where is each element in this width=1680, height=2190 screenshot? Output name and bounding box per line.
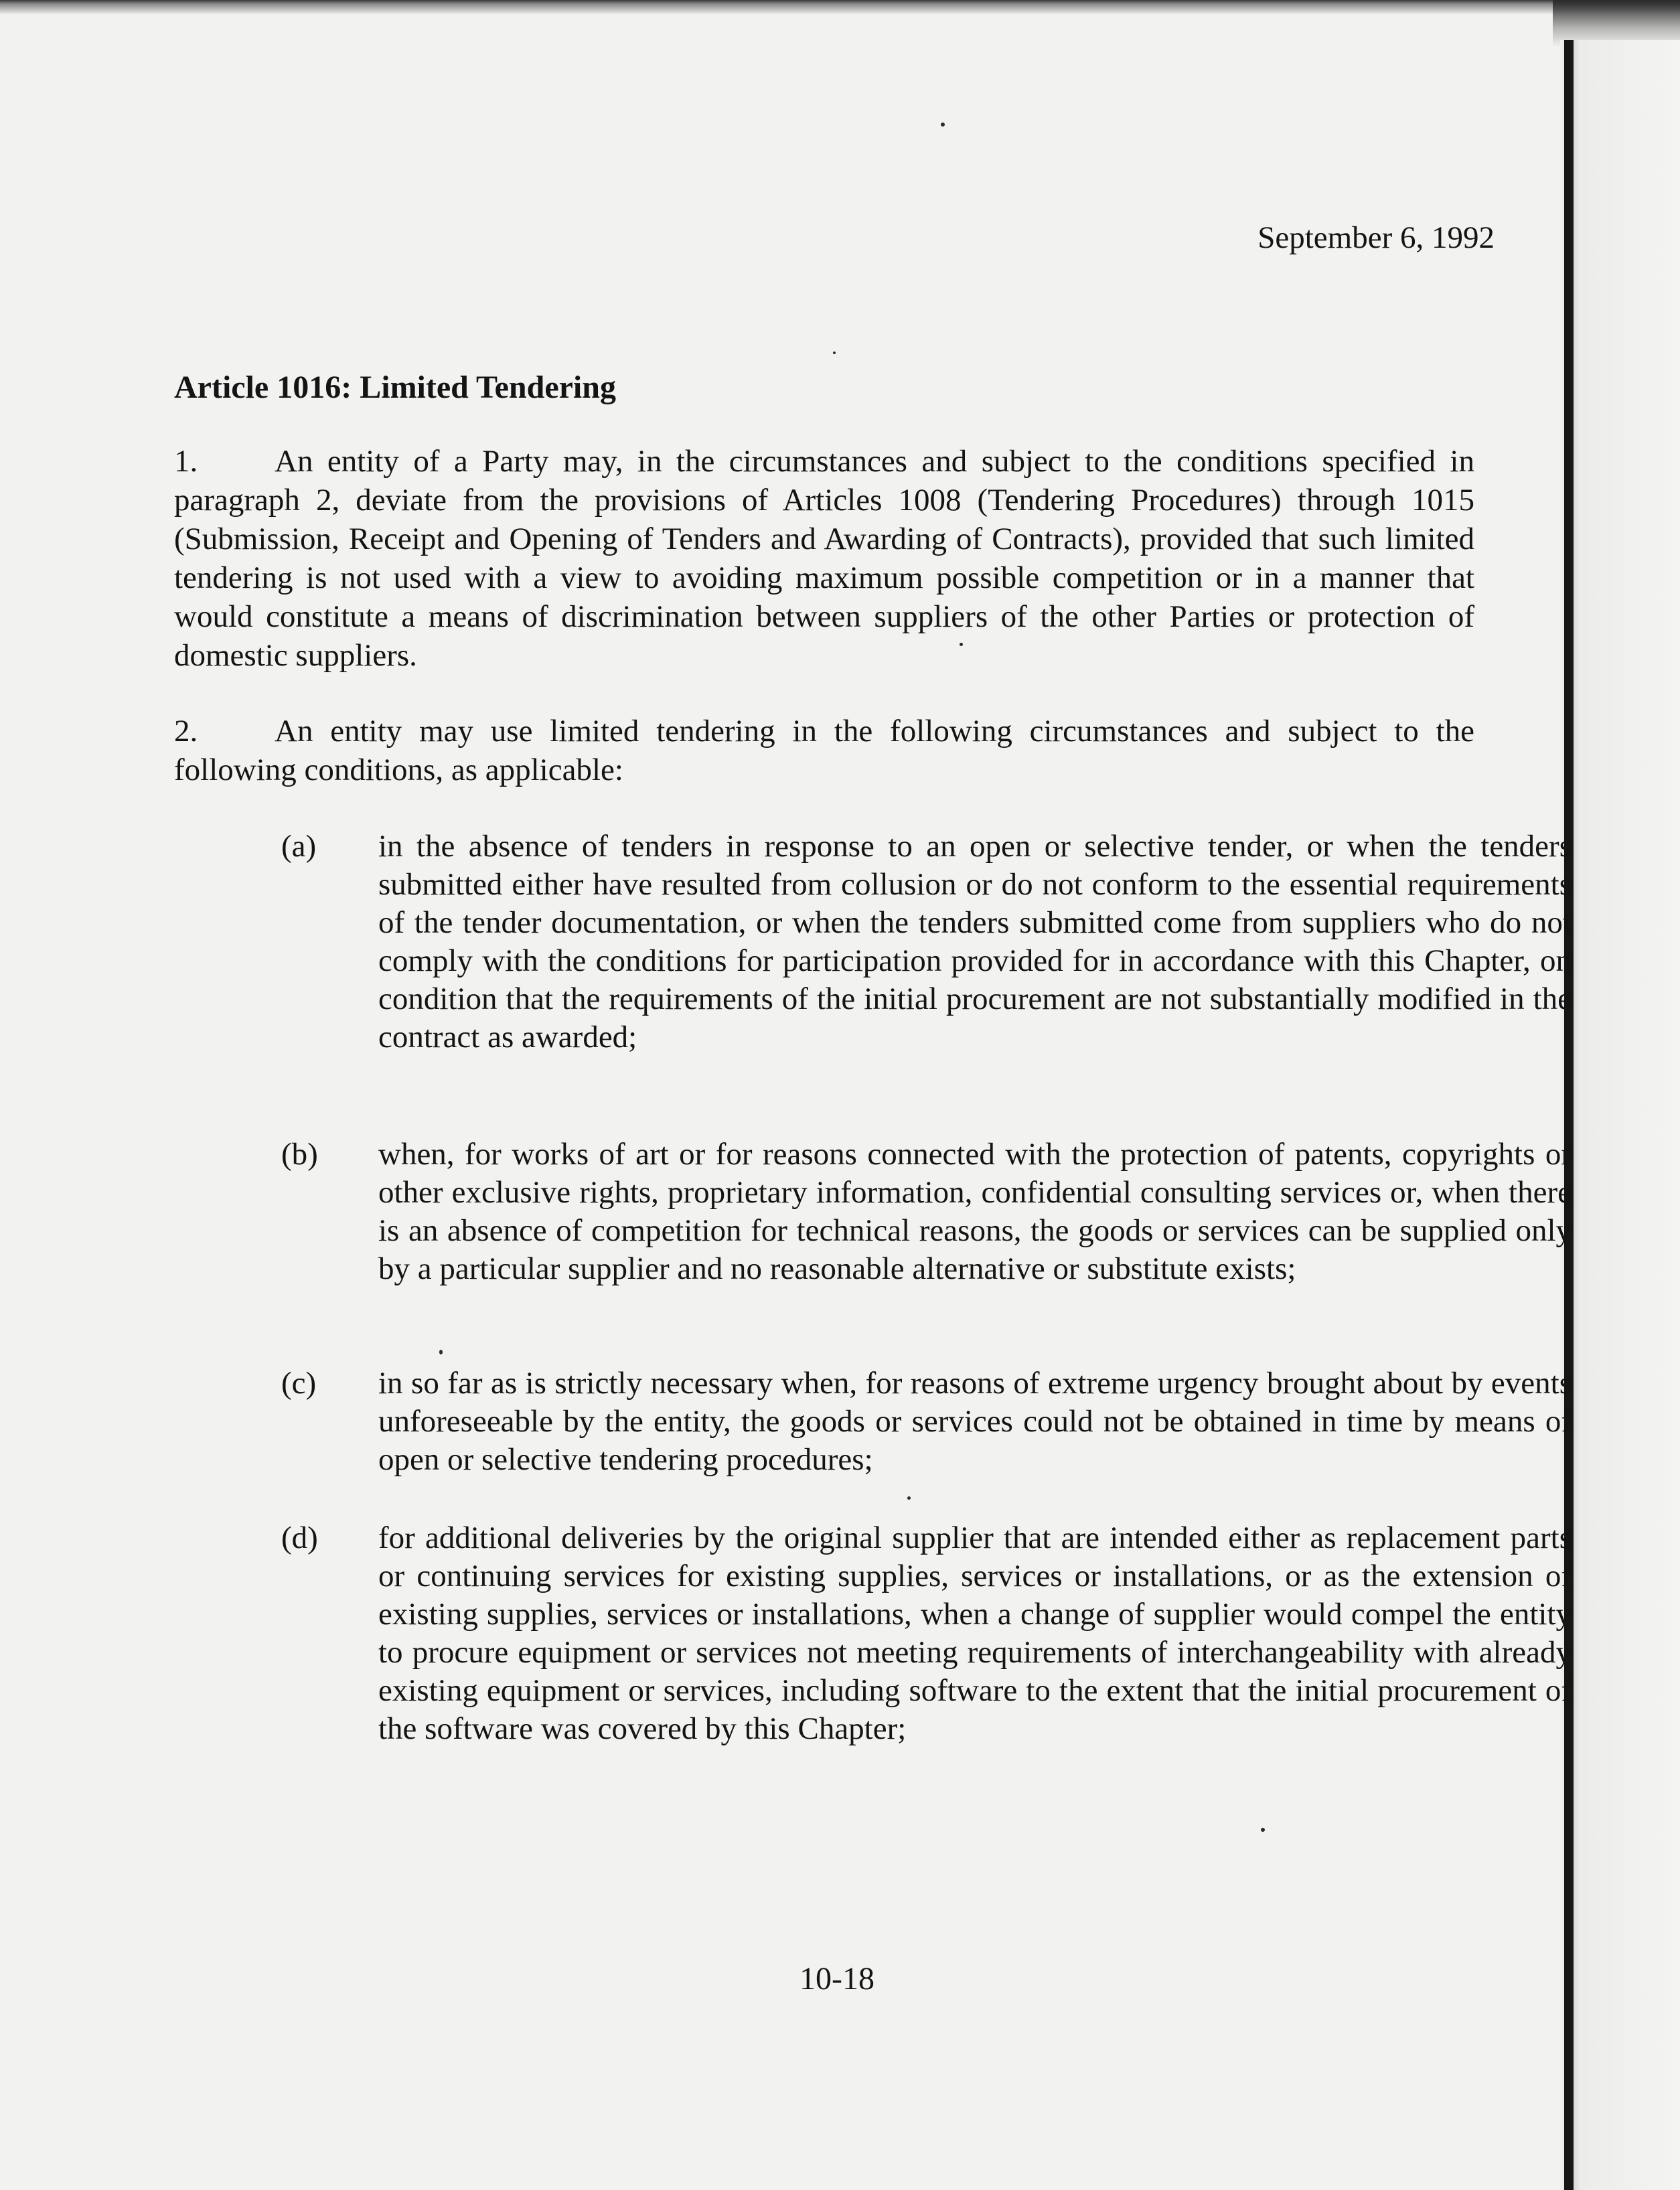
item-label: (b) [281,1137,318,1172]
scan-right-edge [1560,40,1680,2190]
scan-speck [833,351,836,354]
item-text: for additional deliveries by the original supplier that are intended either as replacement parts or continuing services for existing supplies, services or installations, or as the extension of existing supplies, services or installations, when a change of supplier would compel the entity to procure equipment or services not meeting requirements of interchangeability with already existing equipment or services, including software to the extent that the initial procurement of the software was covered by this Chapter; [378,1520,1572,1746]
paragraph-text: An entity of a Party may, in the circumstances and subject to the conditions specified in paragraph 2, deviate from the provisions of Articles 1008 (Tendering Procedures) through 1015 (Submission, Receipt and Opening of Tenders and Awarding of Contracts), provided that such limited tendering is not used with a view to avoiding maximum possible competition or in a manner that would constitute a means of discrimination between suppliers of the other Parties or protection of domestic suppliers. [174,444,1474,673]
article-heading: Article 1016: Limited Tendering [174,370,616,405]
paragraph-1 [174,442,1474,675]
scan-speck [439,1350,443,1354]
scan-top-shadow [0,0,1680,15]
scan-speck [907,1496,911,1500]
page-number: 10-18 [799,1961,874,1997]
item-text: when, for works of art or for reasons connected with the protection of patents, copyrights or other exclusive rights, proprietary information, confidential consulting services or, when there is an absence of competition for technical reasons, the goods or services can be supplied only by a particular supplier and no reasonable alternative or substitute exists; [378,1137,1572,1286]
paragraph-number: 2. [174,714,198,749]
scan-binding-bar [1564,40,1574,2190]
item-label: (d) [281,1520,318,1555]
document-date: September 6, 1992 [1257,220,1495,255]
item-label: (c) [281,1366,317,1401]
paragraph-2 [174,712,1474,789]
item-text: in the absence of tenders in response to an open or selective tender, or when the tenders submitted either have resulted from collusion or do not conform to the essential requirements of the tender documentation, or when the tenders submitted come from suppliers who do not comply with the conditions for participation provided for in accordance with this Chapter, on condition that the requirements of the initial procurement are not substantially modified in the contract as awarded; [378,829,1572,1054]
scan-speck [941,123,945,127]
scan-speck [1261,1828,1265,1832]
item-text: in so far as is strictly necessary when, for reasons of extreme urgency brought about by events unforeseeable by the entity, the goods or services could not be obtained in time by means of open or selective tendering procedures; [378,1366,1572,1477]
paragraph-text: An entity may use limited tendering in the following circumstances and subject to the following conditions, as applicable: [174,714,1474,787]
paragraph-number: 1. [174,444,198,479]
item-label: (a) [281,829,317,864]
